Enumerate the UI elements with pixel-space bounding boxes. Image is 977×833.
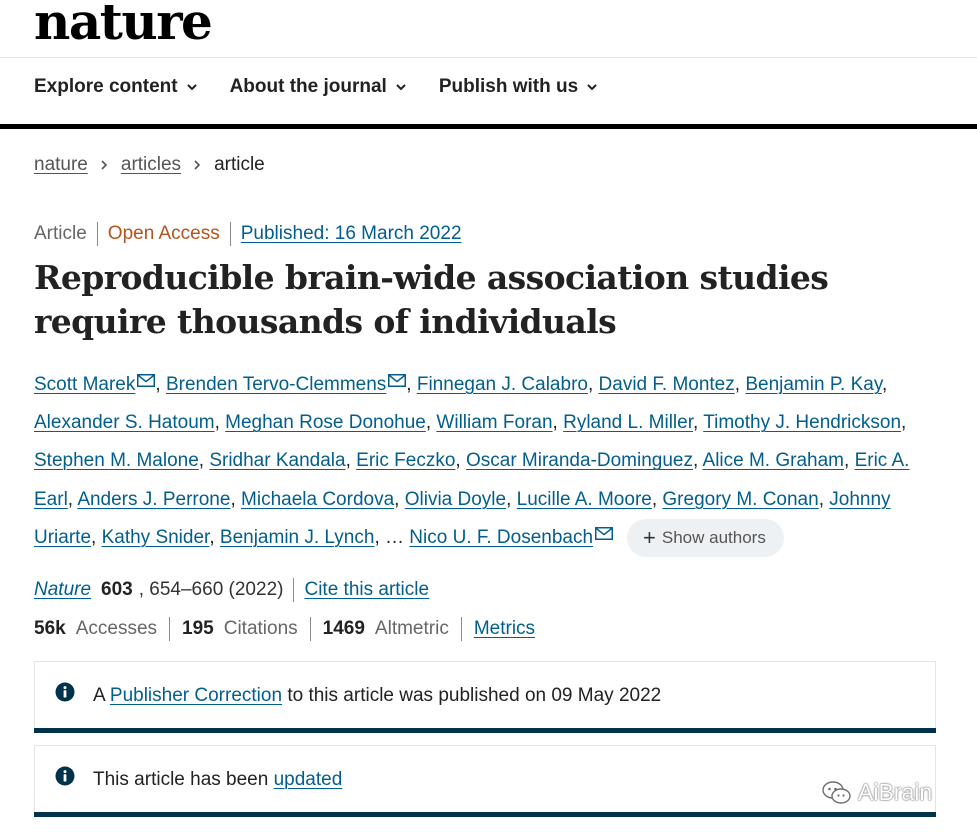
- page-range: , 654–660 (2022): [138, 579, 284, 600]
- author-link[interactable]: Kathy Snider: [101, 526, 210, 548]
- metrics-divider: [310, 617, 311, 641]
- published-date-link[interactable]: Published: 16 March 2022: [240, 223, 462, 244]
- notice-bar: [34, 728, 936, 733]
- author-item: Scott Marek ,: [34, 374, 166, 395]
- author-item: Oscar Miranda-Dominguez,: [465, 450, 703, 472]
- main-nav: [34, 76, 598, 98]
- metrics-divider: [461, 617, 462, 641]
- author-item: Johnny Uriarte,: [34, 488, 891, 548]
- author-item: Olivia Doyle,: [404, 488, 517, 510]
- meta-divider: [97, 222, 98, 246]
- show-authors-button[interactable]: [627, 519, 784, 557]
- author-link[interactable]: Oscar Miranda-Dominguez: [465, 450, 693, 472]
- plus-icon: +: [643, 524, 656, 550]
- citations-label: Citations: [223, 618, 298, 639]
- author-link[interactable]: Gregory M. Conan: [662, 488, 819, 510]
- author-link[interactable]: Benjamin P. Kay: [745, 374, 882, 395]
- author-item: Michaela Cordova,: [241, 488, 405, 510]
- breadcrumb: [34, 154, 265, 176]
- publisher-correction-link[interactable]: Publisher Correction: [109, 685, 283, 706]
- header-rule: [0, 124, 977, 129]
- show-authors-label: Show authors: [661, 527, 766, 547]
- author-link[interactable]: Alexander S. Hatoum: [34, 412, 215, 434]
- open-access-label: Open Access: [107, 223, 220, 244]
- author-link[interactable]: Olivia Doyle: [404, 488, 507, 510]
- cite-this-article-link[interactable]: Cite this article: [304, 579, 430, 600]
- author-link[interactable]: Lucille A. Moore: [516, 488, 652, 510]
- author-ellipsis: …: [385, 526, 404, 548]
- author-link[interactable]: Scott Marek: [34, 374, 136, 395]
- author-link[interactable]: Meghan Rose Donohue: [225, 412, 426, 434]
- article-meta: [34, 222, 462, 246]
- wechat-icon: [822, 780, 852, 806]
- email-icon[interactable]: [388, 374, 406, 387]
- notice-text: A Publisher Correction to this article was published on 09 May 2022: [93, 685, 662, 706]
- author-link[interactable]: Eric A. Earl: [34, 450, 910, 510]
- email-icon[interactable]: [595, 527, 613, 540]
- watermark: [822, 779, 932, 806]
- author-item: Lucille A. Moore,: [516, 488, 663, 510]
- meta-divider: [230, 222, 231, 246]
- author-item: Alexander S. Hatoum,: [34, 412, 226, 434]
- author-item: Sridhar Kandala,: [209, 450, 357, 472]
- author-link[interactable]: William Foran: [436, 412, 553, 434]
- author-item: Benjamin P. Kay,: [745, 374, 888, 395]
- nature-logo[interactable]: nature: [34, 0, 212, 51]
- author-item: Eric A. Earl,: [34, 450, 910, 510]
- chevron-right-icon: [100, 159, 109, 171]
- author-item: Stephen M. Malone,: [34, 450, 210, 472]
- author-item: David F. Montez,: [598, 374, 746, 395]
- journal-link[interactable]: Nature: [34, 579, 92, 600]
- breadcrumb-current: article: [214, 154, 265, 175]
- nav-item-label: Publish with us: [438, 76, 579, 97]
- author-item: William Foran,: [436, 412, 564, 434]
- nav-about-journal[interactable]: [230, 76, 407, 98]
- breadcrumb-nature[interactable]: nature: [34, 154, 88, 175]
- update-notice: [34, 745, 936, 813]
- author-link[interactable]: Michaela Cordova: [241, 488, 395, 510]
- chevron-right-icon: [193, 159, 202, 171]
- notice-text: This article has been updated: [93, 769, 343, 790]
- author-link[interactable]: Brenden Tervo-Clemmens: [165, 374, 387, 395]
- author-item: Gregory M. Conan,: [662, 488, 830, 510]
- breadcrumb-articles[interactable]: articles: [120, 154, 182, 175]
- watermark-text: AiBrain: [858, 779, 933, 805]
- chevron-down-icon: [186, 81, 198, 93]
- updated-link[interactable]: updated: [273, 769, 343, 790]
- author-link[interactable]: Sridhar Kandala: [209, 450, 346, 472]
- author-link[interactable]: David F. Montez: [598, 374, 735, 395]
- author-link[interactable]: Nico U. F. Dosenbach: [409, 526, 594, 548]
- article-type: Article: [34, 223, 87, 244]
- metrics-line: [34, 617, 535, 641]
- author-item: Kathy Snider,: [101, 526, 220, 548]
- author-item: Benjamin J. Lynch,: [219, 526, 385, 548]
- article-title: Reproducible brain-wide association studies require thousands of individuals: [34, 258, 829, 341]
- author-item: Brenden Tervo-Clemmens ,: [165, 374, 417, 395]
- notice-bar: [34, 812, 936, 817]
- nav-item-label: Explore content: [34, 76, 178, 97]
- author-item: Ryland L. Miller,: [563, 412, 704, 434]
- accesses-label: Accesses: [75, 618, 158, 639]
- citations-count: 195: [182, 618, 214, 639]
- volume-number: 603: [101, 579, 133, 600]
- metrics-divider: [169, 617, 170, 641]
- info-icon: [55, 682, 75, 702]
- email-icon[interactable]: [137, 374, 155, 387]
- author-link[interactable]: Ryland L. Miller: [563, 412, 693, 434]
- author-list: [34, 366, 944, 557]
- author-link[interactable]: Finnegan J. Calabro: [416, 374, 588, 395]
- author-link[interactable]: Stephen M. Malone: [34, 450, 199, 472]
- author-item: Anders J. Perrone,: [77, 488, 242, 510]
- info-icon: [55, 766, 75, 786]
- chevron-down-icon: [395, 81, 407, 93]
- correction-notice: [34, 661, 936, 729]
- author-link[interactable]: Anders J. Perrone: [77, 488, 231, 510]
- nav-item-label: About the journal: [229, 76, 387, 97]
- author-item: Finnegan J. Calabro,: [416, 374, 599, 395]
- nav-explore-content[interactable]: [34, 76, 198, 98]
- author-link[interactable]: Eric Feczko: [356, 450, 456, 472]
- citation-line: [34, 578, 429, 602]
- author-link[interactable]: Johnny Uriarte: [34, 488, 891, 548]
- metrics-link[interactable]: Metrics: [473, 618, 536, 639]
- author-item: Timothy J. Hendrickson,: [703, 412, 907, 434]
- author-link[interactable]: Alice M. Graham: [702, 450, 844, 472]
- author-item: Eric Feczko,: [356, 450, 466, 472]
- chevron-down-icon: [586, 81, 598, 93]
- altmetric-score: 1469: [322, 618, 365, 639]
- header-divider: [0, 57, 977, 58]
- author-item: Meghan Rose Donohue,: [225, 412, 437, 434]
- author-link[interactable]: Benjamin J. Lynch: [219, 526, 375, 548]
- author-item: Alice M. Graham,: [702, 450, 855, 472]
- nav-publish-with-us[interactable]: [439, 76, 598, 98]
- citation-divider: [293, 578, 294, 602]
- author-link[interactable]: Timothy J. Hendrickson: [703, 412, 902, 434]
- accesses-count: 56k: [34, 618, 66, 639]
- altmetric-label: Altmetric: [374, 618, 449, 639]
